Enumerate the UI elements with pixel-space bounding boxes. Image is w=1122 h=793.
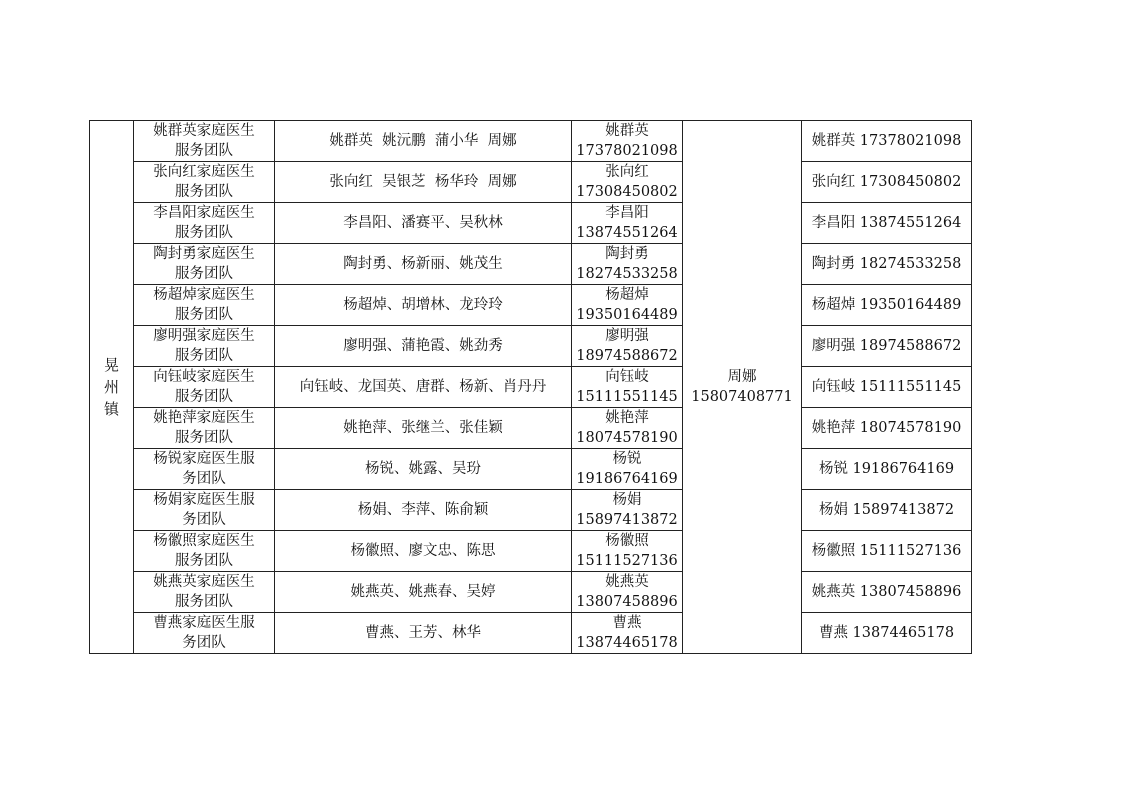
team-name-line: 姚艳萍家庭医生: [153, 410, 255, 426]
team-table-body: [90, 121, 972, 654]
table-row: [90, 285, 972, 326]
supervisor-cell: [683, 121, 802, 654]
leader-name: 杨锐: [612, 451, 642, 467]
table-row: [90, 367, 972, 408]
leader-phone: 15111527136: [576, 553, 678, 569]
team-leader-cell: [572, 285, 683, 326]
team-name-line: 务团队: [182, 471, 226, 487]
team-name-line: 杨徽照家庭医生: [153, 533, 255, 549]
team-name-line: 杨娟家庭医生服: [153, 492, 255, 508]
leader-phone: 17378021098: [576, 143, 678, 159]
team-name-line: 服务团队: [175, 225, 233, 241]
team-name-line: 李昌阳家庭医生: [153, 205, 255, 221]
leader-phone: 13874465178: [576, 635, 678, 651]
leader-name: 曹燕: [612, 615, 642, 631]
leader-name: 姚艳萍: [605, 410, 649, 426]
contact-cell: 张向红 17308450802: [802, 162, 972, 203]
leader-name: 廖明强: [605, 328, 649, 344]
team-name-cell: [134, 367, 275, 408]
team-name-cell: [134, 531, 275, 572]
leader-phone: 18974588672: [576, 348, 678, 364]
team-name-cell: [134, 244, 275, 285]
table-row: [90, 572, 972, 613]
contact-cell: 姚群英 17378021098: [802, 121, 972, 162]
leader-phone: 18074578190: [576, 430, 678, 446]
team-leader-cell: [572, 408, 683, 449]
team-members-cell: 张向红 吴银芝 杨华玲 周娜: [275, 162, 572, 203]
table-row: [90, 449, 972, 490]
team-name-line: 曹燕家庭医生服: [153, 615, 255, 631]
team-name-line: 服务团队: [175, 184, 233, 200]
contact-cell: 姚艳萍 18074578190: [802, 408, 972, 449]
team-name-cell: [134, 408, 275, 449]
team-leader-cell: [572, 203, 683, 244]
team-name-cell: [134, 449, 275, 490]
town-name-char: 镇: [103, 400, 119, 418]
contact-cell: 曹燕 13874465178: [802, 613, 972, 654]
team-leader-cell: [572, 326, 683, 367]
team-leader-cell: [572, 572, 683, 613]
team-name-cell: [134, 162, 275, 203]
contact-cell: 向钰岐 15111551145: [802, 367, 972, 408]
team-name-line: 陶封勇家庭医生: [153, 246, 255, 262]
team-name-line: 服务团队: [175, 266, 233, 282]
contact-cell: 姚燕英 13807458896: [802, 572, 972, 613]
team-members-cell: 陶封勇、杨新丽、姚茂生: [275, 244, 572, 285]
team-members-cell: 杨锐、姚露、吴玢: [275, 449, 572, 490]
team-members-cell: 杨徽照、廖文忠、陈思: [275, 531, 572, 572]
team-name-line: 姚群英家庭医生: [153, 123, 255, 139]
team-name-line: 廖明强家庭医生: [153, 328, 255, 344]
leader-phone: 19350164489: [576, 307, 678, 323]
table-row: [90, 408, 972, 449]
team-name-line: 服务团队: [175, 430, 233, 446]
leader-name: 姚群英: [605, 123, 649, 139]
team-name-line: 务团队: [182, 512, 226, 528]
leader-name: 张向红: [605, 164, 649, 180]
leader-phone: 13807458896: [576, 594, 678, 610]
team-name-line: 杨锐家庭医生服: [153, 451, 255, 467]
leader-name: 姚燕英: [605, 574, 649, 590]
table-row: [90, 121, 972, 162]
team-members-cell: 姚燕英、姚燕春、吴婷: [275, 572, 572, 613]
contact-cell: 陶封勇 18274533258: [802, 244, 972, 285]
team-leader-cell: [572, 449, 683, 490]
table-row: [90, 203, 972, 244]
team-members-cell: 姚群英 姚沅鹏 蒲小华 周娜: [275, 121, 572, 162]
team-leader-cell: [572, 367, 683, 408]
team-name-line: 务团队: [182, 635, 226, 651]
team-name-cell: [134, 490, 275, 531]
table-row: [90, 244, 972, 285]
supervisor-name: 周娜: [727, 369, 757, 385]
team-name-cell: [134, 326, 275, 367]
contact-cell: 杨锐 19186764169: [802, 449, 972, 490]
team-name-line: 服务团队: [175, 307, 233, 323]
leader-phone: 18274533258: [576, 266, 678, 282]
table-row: [90, 326, 972, 367]
team-leader-cell: [572, 531, 683, 572]
contact-cell: 杨徽照 15111527136: [802, 531, 972, 572]
team-name-line: 服务团队: [175, 594, 233, 610]
supervisor-phone: 15807408771: [691, 389, 793, 405]
leader-name: 李昌阳: [605, 205, 649, 221]
contact-cell: 杨娟 15897413872: [802, 490, 972, 531]
team-leader-cell: [572, 162, 683, 203]
team-leader-cell: [572, 244, 683, 285]
leader-phone: 17308450802: [576, 184, 678, 200]
table-row: [90, 531, 972, 572]
team-name-line: 服务团队: [175, 348, 233, 364]
team-members-cell: 李昌阳、潘赛平、吴秋林: [275, 203, 572, 244]
leader-name: 陶封勇: [605, 246, 649, 262]
team-name-cell: [134, 203, 275, 244]
team-members-cell: 廖明强、蒲艳霞、姚劲秀: [275, 326, 572, 367]
leader-name: 杨娟: [612, 492, 642, 508]
team-members-cell: 杨娟、李萍、陈俞颖: [275, 490, 572, 531]
team-table: [89, 120, 972, 654]
team-name-line: 服务团队: [175, 389, 233, 405]
team-members-cell: 曹燕、王芳、林华: [275, 613, 572, 654]
contact-cell: 杨超焯 19350164489: [802, 285, 972, 326]
team-name-line: 服务团队: [175, 553, 233, 569]
town-name-char: 晃: [103, 356, 119, 374]
team-name-line: 张向红家庭医生: [153, 164, 255, 180]
town-name-cell: [90, 121, 134, 654]
table-row: [90, 613, 972, 654]
team-name-cell: [134, 613, 275, 654]
team-members-cell: 杨超焯、胡增林、龙玲玲: [275, 285, 572, 326]
team-name-cell: [134, 121, 275, 162]
team-leader-cell: [572, 490, 683, 531]
team-leader-cell: [572, 121, 683, 162]
leader-name: 向钰岐: [605, 369, 649, 385]
table-row: [90, 162, 972, 203]
leader-phone: 15111551145: [576, 389, 678, 405]
team-name-line: 杨超焯家庭医生: [153, 287, 255, 303]
team-name-line: 向钰岐家庭医生: [153, 369, 255, 385]
table-row: [90, 490, 972, 531]
contact-cell: 李昌阳 13874551264: [802, 203, 972, 244]
leader-phone: 13874551264: [576, 225, 678, 241]
town-name-char: 州: [103, 378, 119, 396]
team-members-cell: 向钰岐、龙国英、唐群、杨新、肖丹丹: [275, 367, 572, 408]
team-name-line: 服务团队: [175, 143, 233, 159]
team-name-cell: [134, 285, 275, 326]
leader-phone: 19186764169: [576, 471, 678, 487]
team-leader-cell: [572, 613, 683, 654]
leader-phone: 15897413872: [576, 512, 678, 528]
contact-cell: 廖明强 18974588672: [802, 326, 972, 367]
team-name-cell: [134, 572, 275, 613]
team-name-line: 姚燕英家庭医生: [153, 574, 255, 590]
team-members-cell: 姚艳萍、张继兰、张佳颖: [275, 408, 572, 449]
leader-name: 杨超焯: [605, 287, 649, 303]
leader-name: 杨徽照: [605, 533, 649, 549]
